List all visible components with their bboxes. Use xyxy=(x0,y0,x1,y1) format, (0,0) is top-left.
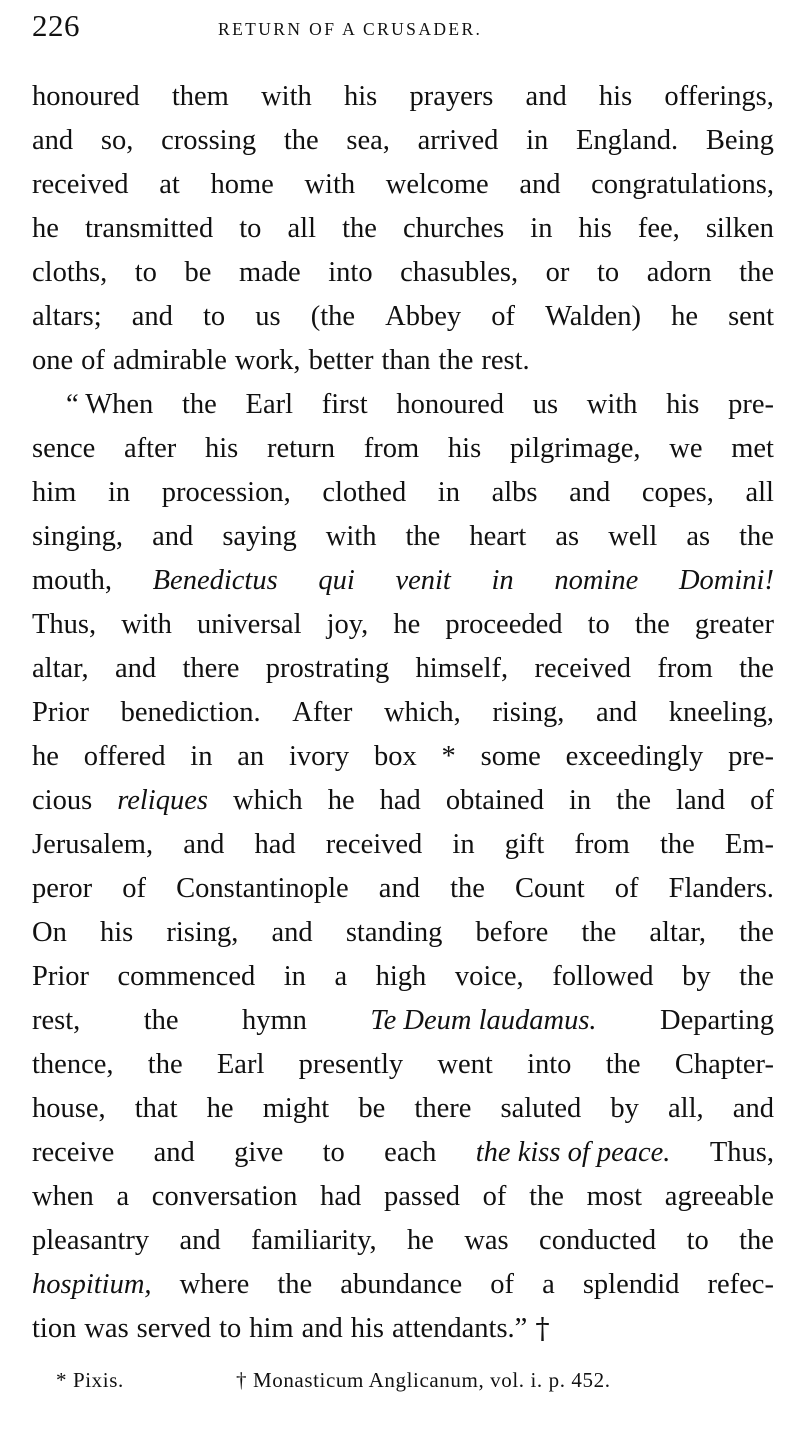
word: Count xyxy=(515,873,585,904)
word: in xyxy=(452,829,475,860)
word: copes, xyxy=(641,477,714,508)
word: all xyxy=(287,213,316,244)
text-line xyxy=(32,823,774,867)
word: transmitted xyxy=(84,213,214,244)
word: the xyxy=(616,785,652,816)
word: where xyxy=(179,1269,250,1300)
word: honoured xyxy=(396,389,504,420)
word: in xyxy=(437,477,460,508)
word: all xyxy=(745,477,774,508)
word: (the xyxy=(310,301,356,332)
word: refec- xyxy=(707,1269,774,1300)
word: made xyxy=(238,257,301,288)
italic-te-deum: Te Deum laudamus. xyxy=(370,1005,597,1036)
word: when xyxy=(32,1181,94,1212)
text-line xyxy=(32,647,774,691)
word: he xyxy=(327,785,355,816)
word: singing, xyxy=(32,521,124,552)
word: arrived xyxy=(417,125,499,156)
word: abundance xyxy=(340,1269,463,1300)
word: and xyxy=(114,653,157,684)
word: of xyxy=(122,873,146,904)
word: agreeable xyxy=(664,1181,774,1212)
word: with xyxy=(325,521,377,552)
word: and xyxy=(131,301,173,332)
text-line xyxy=(32,383,774,427)
word: Thus, xyxy=(709,1137,774,1168)
word: the xyxy=(634,609,670,640)
word: he xyxy=(393,609,421,640)
word: was xyxy=(464,1225,509,1256)
word: Departing xyxy=(660,1005,774,1036)
word: Abbey xyxy=(385,301,462,332)
word: in xyxy=(107,477,131,508)
word: offered xyxy=(83,741,166,772)
word: of xyxy=(750,785,774,816)
word: well xyxy=(608,521,658,552)
text-line xyxy=(32,1043,774,1087)
word: his xyxy=(99,917,134,948)
word: as xyxy=(686,521,711,552)
word: pre- xyxy=(728,389,774,420)
word: hymn xyxy=(242,1005,307,1036)
text-line xyxy=(32,339,774,383)
word: a xyxy=(334,961,348,992)
word: to xyxy=(587,609,610,640)
word: in xyxy=(190,741,213,772)
word: nomine xyxy=(554,565,639,596)
word: the xyxy=(581,917,617,948)
word: met xyxy=(731,433,774,464)
word: admirable xyxy=(112,345,227,376)
word: chasubles, xyxy=(400,257,519,288)
word: return xyxy=(266,433,336,464)
word: thence, xyxy=(32,1049,114,1080)
word: Jerusalem, xyxy=(32,829,154,860)
word: him xyxy=(249,1313,294,1344)
word: the xyxy=(143,1005,179,1036)
word: prostrating xyxy=(265,653,390,684)
word: by xyxy=(682,961,711,992)
word: had xyxy=(254,829,296,860)
word: presently xyxy=(298,1049,404,1080)
word: altar, xyxy=(649,917,706,948)
word: followed xyxy=(552,961,654,992)
word: fee, xyxy=(637,213,680,244)
text-line xyxy=(32,603,774,647)
word: first xyxy=(321,389,368,420)
word: pre- xyxy=(728,741,774,772)
word: the xyxy=(529,1181,564,1212)
word: Prior xyxy=(32,697,89,728)
word: he xyxy=(206,1093,234,1124)
word: voice, xyxy=(454,961,524,992)
text-line xyxy=(32,955,774,999)
page-number: 226 xyxy=(32,8,80,43)
word: rest, xyxy=(32,1005,81,1036)
latin-phrase: Benedictus xyxy=(152,565,278,596)
word: and xyxy=(153,1137,195,1168)
text-line xyxy=(32,999,774,1043)
word: better xyxy=(308,345,374,376)
word: had xyxy=(379,785,421,816)
italic-hospitium: hospitium, xyxy=(32,1269,152,1300)
word: he xyxy=(32,213,59,244)
word: and xyxy=(519,169,561,200)
word: the xyxy=(182,389,217,420)
text-line xyxy=(32,163,774,207)
word: received xyxy=(32,169,129,200)
word: peror xyxy=(32,873,93,904)
word: the xyxy=(283,125,319,156)
word: in xyxy=(568,785,592,816)
word: and xyxy=(32,125,74,156)
word: that xyxy=(134,1093,178,1124)
word: qui xyxy=(318,565,355,596)
word: which xyxy=(233,785,303,816)
word: a xyxy=(116,1181,130,1212)
word: himself, xyxy=(415,653,509,684)
word: before xyxy=(475,917,549,948)
word: joy, xyxy=(326,609,369,640)
word: in xyxy=(526,125,549,156)
word: Walden) xyxy=(545,301,641,332)
word: received xyxy=(325,829,423,860)
word: house, xyxy=(32,1093,106,1124)
word: so, xyxy=(100,125,134,156)
word: Domini! xyxy=(678,565,774,596)
word: England. xyxy=(575,125,679,156)
word: from xyxy=(363,433,420,464)
word: by xyxy=(610,1093,639,1124)
word: the xyxy=(450,873,485,904)
word: offerings, xyxy=(664,81,774,112)
word: Earl xyxy=(245,389,294,420)
word: into xyxy=(328,257,373,288)
text-line xyxy=(32,1307,774,1351)
footnotes xyxy=(56,1362,776,1398)
word: to xyxy=(686,1225,709,1256)
word: conducted xyxy=(539,1225,657,1256)
text-line xyxy=(32,559,774,603)
word: them xyxy=(171,81,229,112)
word: proceeded xyxy=(445,609,563,640)
word: altar, xyxy=(32,653,89,684)
word: and xyxy=(271,917,313,948)
footnote-monasticum: † Monasticum Anglicanum, vol. i. p. 452. xyxy=(236,1368,611,1392)
text-line xyxy=(32,779,774,823)
word: land xyxy=(676,785,726,816)
word: at xyxy=(159,169,180,200)
text-line xyxy=(32,911,774,955)
word: crossing xyxy=(161,125,257,156)
word: might xyxy=(262,1093,330,1124)
word: with xyxy=(261,81,312,112)
word: give xyxy=(234,1137,284,1168)
running-title: RETURN OF A CRUSADER. xyxy=(218,19,483,39)
word: the xyxy=(277,1269,313,1300)
word: rising, xyxy=(492,697,565,728)
word: went xyxy=(437,1049,493,1080)
word: procession, xyxy=(161,477,291,508)
text-line xyxy=(32,1219,774,1263)
word: he xyxy=(32,741,59,772)
word: of xyxy=(491,301,516,332)
word: after xyxy=(124,433,177,464)
word: high xyxy=(375,961,427,992)
word: commenced xyxy=(117,961,256,992)
word: there xyxy=(414,1093,472,1124)
word: honoured xyxy=(32,81,140,112)
word: one xyxy=(32,345,74,376)
word: he xyxy=(671,301,698,332)
text-line xyxy=(32,867,774,911)
word: served xyxy=(136,1313,212,1344)
text-line xyxy=(32,251,774,295)
word: and xyxy=(179,1225,221,1256)
word: cloths, xyxy=(32,257,108,288)
word: greater xyxy=(694,609,774,640)
word: congratulations, xyxy=(591,169,774,200)
text-line xyxy=(32,207,774,251)
word: Earl xyxy=(216,1049,265,1080)
body-text xyxy=(32,75,774,1351)
word: the xyxy=(739,521,774,552)
word: the xyxy=(739,961,774,992)
word: with xyxy=(586,389,638,420)
word: most xyxy=(586,1181,643,1212)
word: conversation xyxy=(151,1181,298,1212)
word: and xyxy=(301,1313,343,1344)
word: his xyxy=(343,81,378,112)
word: passed xyxy=(383,1181,460,1212)
word: the xyxy=(739,917,774,948)
word: splendid xyxy=(582,1269,680,1300)
word: prayers xyxy=(409,81,494,112)
word: altars; xyxy=(32,301,102,332)
word: ivory xyxy=(289,741,350,772)
word: “ When xyxy=(66,389,154,420)
footnote-ref-asterisk: * xyxy=(441,741,456,772)
word: pleasantry xyxy=(32,1225,150,1256)
word: rising, xyxy=(166,917,239,948)
word: from xyxy=(574,829,630,860)
word: his xyxy=(350,1313,384,1344)
word: Thus, xyxy=(32,609,97,640)
italic-reliques: reliques xyxy=(117,785,208,816)
word: of xyxy=(482,1181,507,1212)
text-line xyxy=(32,1175,774,1219)
word: Prior xyxy=(32,961,89,992)
word: work, xyxy=(234,345,301,376)
word: welcome xyxy=(385,169,489,200)
word: silken xyxy=(705,213,774,244)
text-line xyxy=(32,1087,774,1131)
word: to xyxy=(134,257,157,288)
text-line xyxy=(32,471,774,515)
word: the xyxy=(605,1049,641,1080)
word: us xyxy=(532,389,559,420)
word: the xyxy=(147,1049,183,1080)
word: gift xyxy=(504,829,545,860)
word: had xyxy=(320,1181,362,1212)
word: universal xyxy=(197,609,302,640)
word: as xyxy=(555,521,580,552)
text-line xyxy=(32,515,774,559)
text-line xyxy=(32,295,774,339)
word: the xyxy=(739,653,774,684)
word: to xyxy=(596,257,620,288)
footnote-pixis: * Pixis. xyxy=(56,1368,124,1392)
word: exceedingly xyxy=(565,741,704,772)
word: Constantinople xyxy=(176,873,349,904)
word: cious xyxy=(32,785,93,816)
word: of xyxy=(614,873,639,904)
word: the xyxy=(739,1225,774,1256)
word: receive xyxy=(32,1137,115,1168)
word: his xyxy=(598,81,633,112)
word: tion xyxy=(32,1313,77,1344)
word: and xyxy=(525,81,567,112)
word: to xyxy=(239,213,262,244)
word: his xyxy=(204,433,239,464)
word: mouth, xyxy=(32,565,112,596)
word: benediction. xyxy=(120,697,261,728)
word: and xyxy=(378,873,420,904)
word: in xyxy=(283,961,306,992)
word: than xyxy=(381,345,431,376)
word: home xyxy=(210,169,274,200)
word: a xyxy=(542,1269,555,1300)
word: and xyxy=(183,829,225,860)
word: the xyxy=(405,521,441,552)
word: adorn xyxy=(646,257,712,288)
word: kneeling, xyxy=(668,697,774,728)
word: sent xyxy=(728,301,774,332)
word: box xyxy=(373,741,417,772)
word: received xyxy=(534,653,632,684)
word: be xyxy=(358,1093,386,1124)
page-header xyxy=(32,6,776,46)
word: an xyxy=(237,741,265,772)
word: his xyxy=(447,433,482,464)
word: with xyxy=(304,169,356,200)
word: his xyxy=(666,389,700,420)
word: to xyxy=(322,1137,345,1168)
word: and xyxy=(732,1093,774,1124)
word: all, xyxy=(668,1093,704,1124)
word: heart xyxy=(469,521,527,552)
word: was xyxy=(84,1313,129,1344)
footnote-ref-dagger: † xyxy=(535,1312,550,1345)
word: his xyxy=(578,213,612,244)
word: some xyxy=(480,741,541,772)
word: venit xyxy=(395,565,451,596)
word: we xyxy=(669,433,703,464)
word: After xyxy=(292,697,353,728)
word: from xyxy=(657,653,713,684)
word: and xyxy=(569,477,611,508)
word: Em- xyxy=(724,829,774,860)
word: the xyxy=(342,213,377,244)
text-line xyxy=(32,75,774,119)
word: to xyxy=(219,1313,242,1344)
text-line xyxy=(32,1131,774,1175)
word: On xyxy=(32,917,67,948)
word: sea, xyxy=(346,125,390,156)
word: be xyxy=(184,257,212,288)
text-line xyxy=(32,1263,774,1307)
text-line xyxy=(32,427,774,471)
word: the xyxy=(438,345,474,376)
word: clothed xyxy=(322,477,407,508)
word: the xyxy=(739,257,774,288)
word: pilgrimage, xyxy=(509,433,641,464)
word: saying xyxy=(222,521,297,552)
word: us xyxy=(255,301,281,332)
word: rest. xyxy=(481,345,530,376)
word: in xyxy=(491,565,514,596)
word: there xyxy=(182,653,240,684)
word: which, xyxy=(383,697,461,728)
word: of xyxy=(490,1269,514,1300)
word: albs xyxy=(491,477,538,508)
word: saluted xyxy=(500,1093,582,1124)
word: attendants.” xyxy=(392,1313,528,1344)
word: of xyxy=(81,345,105,376)
text-line xyxy=(32,691,774,735)
word: and xyxy=(595,697,638,728)
text-line xyxy=(32,735,774,779)
word: Chapter- xyxy=(674,1049,774,1080)
word: familiarity, xyxy=(251,1225,377,1256)
word: and xyxy=(152,521,194,552)
word: Being xyxy=(705,125,774,156)
word: each xyxy=(384,1137,437,1168)
text-line xyxy=(32,119,774,163)
word: churches xyxy=(402,213,505,244)
word: or xyxy=(545,257,570,288)
word: the xyxy=(659,829,695,860)
word: to xyxy=(203,301,226,332)
word: Flanders. xyxy=(668,873,774,904)
word: him xyxy=(32,477,77,508)
italic-kiss-of-peace: the kiss of peace. xyxy=(475,1137,671,1168)
word: sence xyxy=(32,433,96,464)
word: in xyxy=(530,213,553,244)
word: he xyxy=(407,1225,434,1256)
word: into xyxy=(527,1049,572,1080)
word: obtained xyxy=(445,785,544,816)
word: standing xyxy=(345,917,443,948)
word: with xyxy=(121,609,172,640)
